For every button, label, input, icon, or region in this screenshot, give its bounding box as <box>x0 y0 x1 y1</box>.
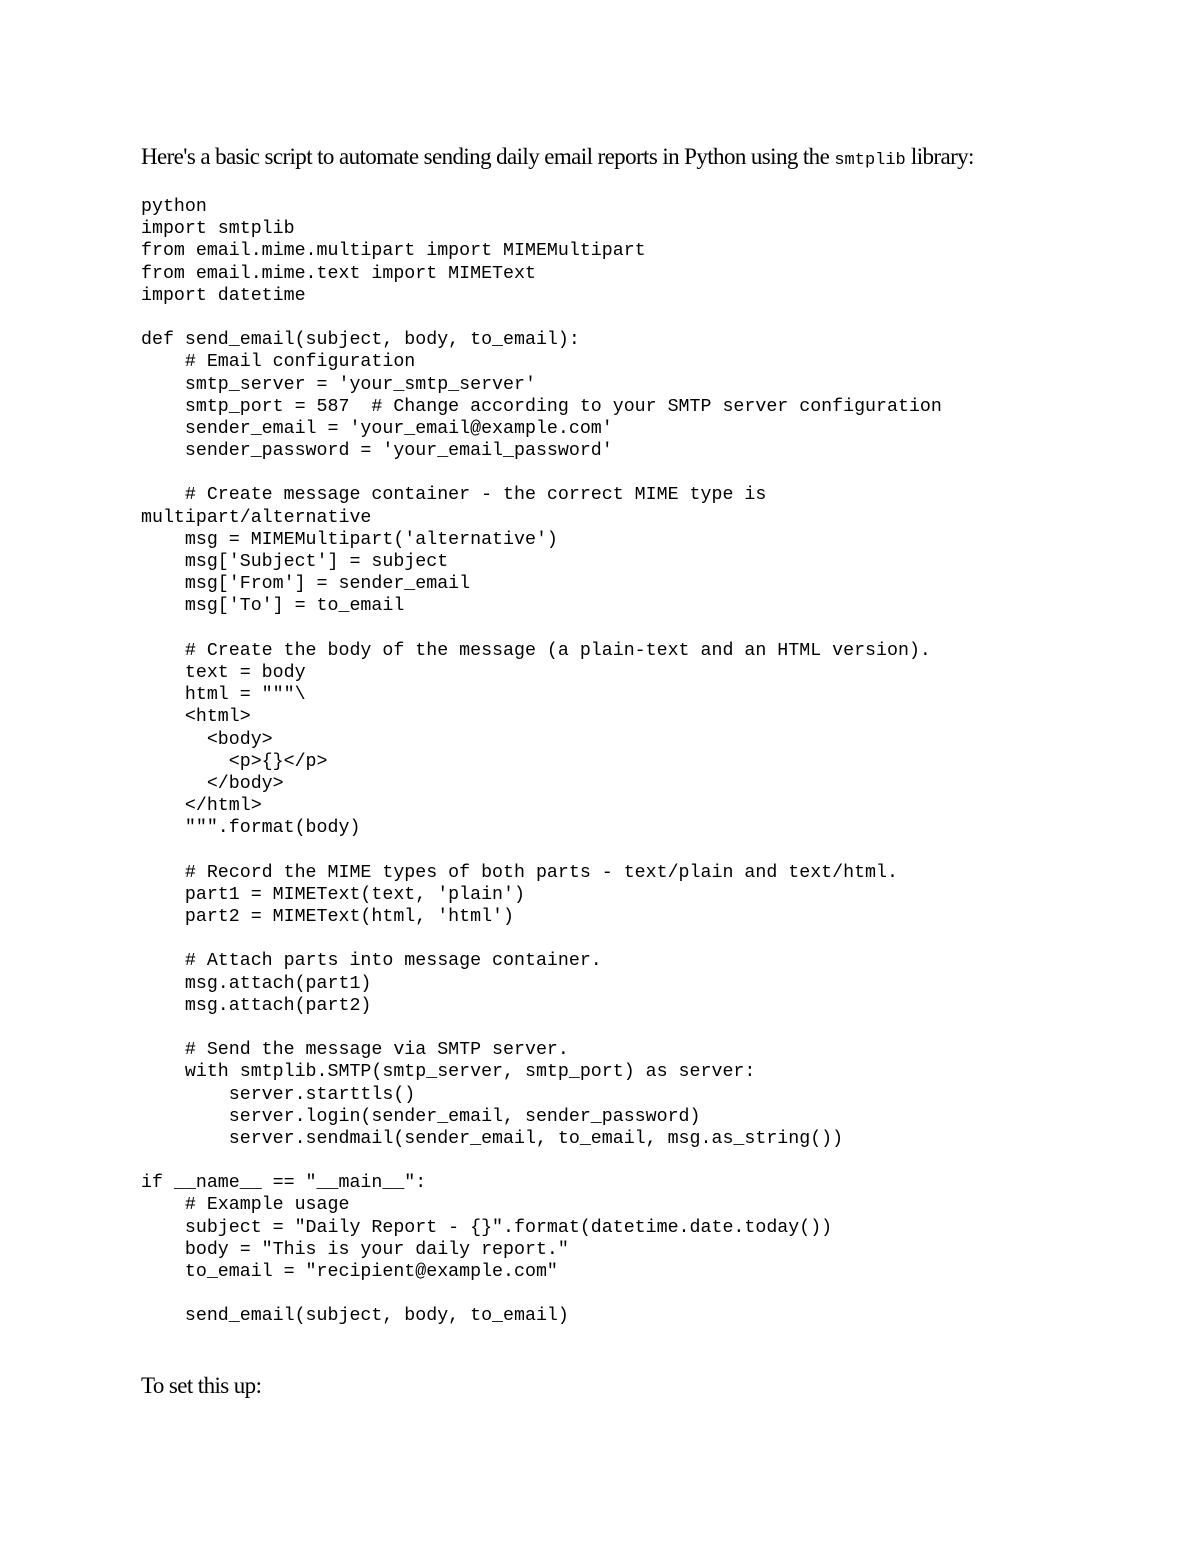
intro-paragraph <box>141 142 974 176</box>
code-blank-line <box>141 1017 942 1039</box>
inline-code-smtplib: smtplib <box>834 151 906 170</box>
code-line: msg.attach(part2) <box>141 995 372 1016</box>
code-line: sender_email = 'your_email@example.com' <box>141 418 613 439</box>
code-blank-line <box>141 307 942 329</box>
code-line: # Record the MIME types of both parts - text/plain and text/html. <box>141 862 898 883</box>
code-line: to_email = "recipient@example.com" <box>141 1262 558 1282</box>
code-line: multipart/alternative <box>141 507 372 528</box>
code-line: # Attach parts into message container. <box>141 951 602 972</box>
code-line: # Create message container - the correct MIME type is <box>141 485 767 506</box>
code-blank-line <box>141 839 942 861</box>
code-line: # Example usage <box>141 1195 350 1216</box>
code-blank-line <box>141 618 942 640</box>
code-line: msg = MIMEMultipart('alternative') <box>141 529 558 550</box>
code-line: from email.mime.multipart import MIMEMultipart <box>141 241 646 262</box>
code-line: # Send the message via SMTP server. <box>141 1040 569 1061</box>
intro-text-after: library: <box>905 144 974 169</box>
code-line: import smtplib <box>141 219 295 240</box>
code-line: import datetime <box>141 285 306 306</box>
code-line: # Create the body of the message (a plain-text and an HTML version). <box>141 640 931 661</box>
code-line: body = "This is your daily report." <box>141 1239 569 1260</box>
code-line: </body> <box>141 773 284 794</box>
code-line: </html> <box>141 796 262 817</box>
code-line: msg['To'] = to_email <box>141 596 405 617</box>
code-blank-line <box>141 1150 942 1172</box>
code-line: part1 = MIMEText(text, 'plain') <box>141 884 525 905</box>
code-line: server.login(sender_email, sender_password) <box>141 1106 701 1127</box>
code-line: sender_password = 'your_email_password' <box>141 441 613 462</box>
code-line: <p>{}</p> <box>141 751 328 772</box>
code-language-label: python <box>141 197 207 217</box>
code-line: send_email(subject, body, to_email) <box>141 1306 569 1327</box>
code-line: server.sendmail(sender_email, to_email, msg.as_string()) <box>141 1128 844 1149</box>
outro-paragraph: To set this up: <box>141 1373 262 1398</box>
code-line: html = """\ <box>141 685 306 706</box>
code-blank-line <box>141 928 942 950</box>
code-line: server.starttls() <box>141 1084 416 1105</box>
code-line: # Email configuration <box>141 352 416 373</box>
intro-text-before: Here's a basic script to automate sending daily email reports in Python using the <box>141 144 835 169</box>
code-line: with smtplib.SMTP(smtp_server, smtp_port) as server: <box>141 1062 756 1083</box>
code-line: from email.mime.text import MIMEText <box>141 263 536 284</box>
code-line: """.format(body) <box>141 818 361 839</box>
code-line: <html> <box>141 707 251 728</box>
code-line: if __name__ == "__main__": <box>141 1173 427 1194</box>
code-blank-line <box>141 462 942 484</box>
code-line: smtp_port = 587 # Change according to your SMTP server configuration <box>141 396 942 417</box>
code-line: subject = "Daily Report - {}".format(datetime.date.today()) <box>141 1217 833 1238</box>
code-line: part2 = MIMEText(html, 'html') <box>141 907 514 927</box>
code-block <box>141 196 942 1328</box>
code-line: <body> <box>141 729 273 750</box>
code-line: msg.attach(part1) <box>141 973 372 994</box>
code-line: def send_email(subject, body, to_email): <box>141 330 580 351</box>
code-blank-line <box>141 1283 942 1305</box>
code-line: text = body <box>141 662 306 683</box>
code-line: msg['Subject'] = subject <box>141 552 449 572</box>
code-line: smtp_server = 'your_smtp_server' <box>141 374 536 395</box>
code-line: msg['From'] = sender_email <box>141 574 471 595</box>
